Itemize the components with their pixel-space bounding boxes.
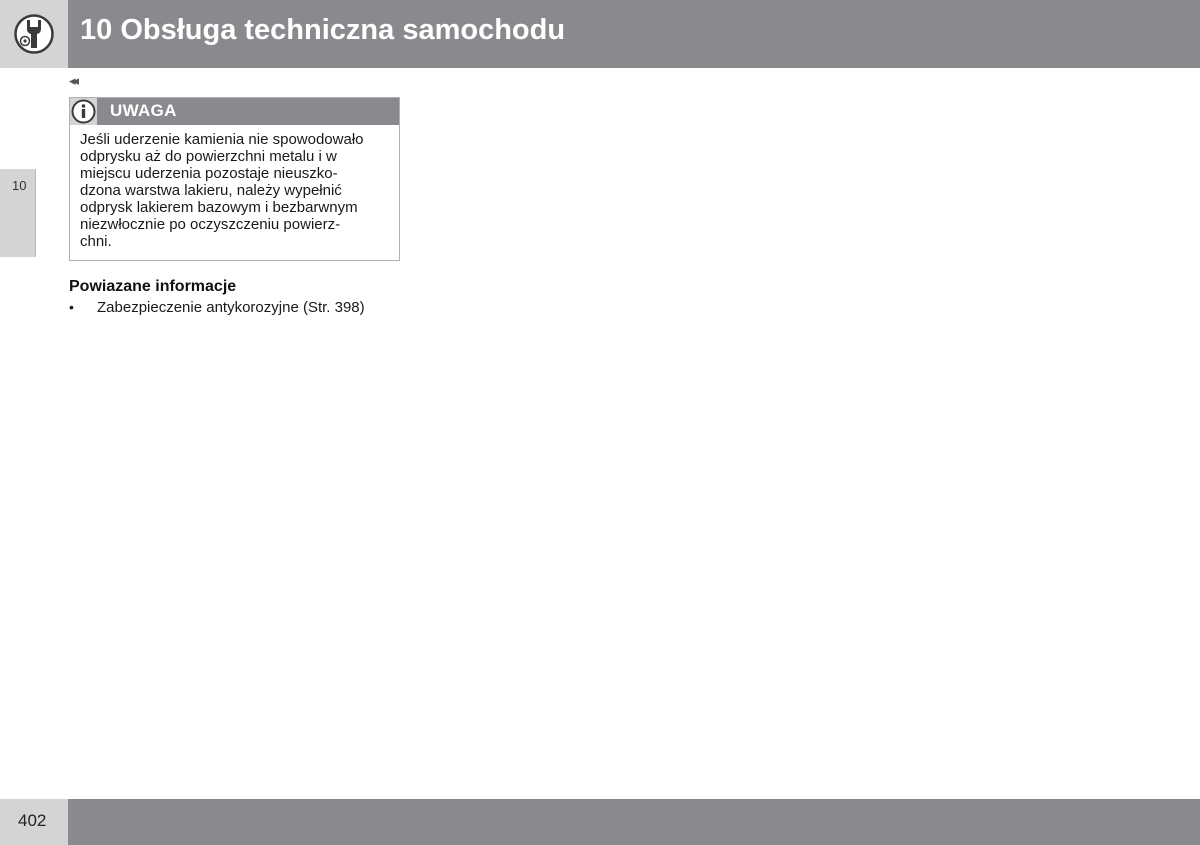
note-text	[80, 131, 392, 250]
info-icon	[70, 98, 97, 125]
note-header	[70, 98, 399, 125]
bullet-icon: •	[69, 299, 74, 315]
note-line: Jeśli uderzenie kamienia nie spowodowało	[80, 131, 364, 148]
chapter-icon-box	[0, 0, 68, 68]
continued-from-previous-icon[interactable]: ◂◂	[69, 73, 77, 88]
chapter-title: 10 Obsługa techniczna samochodu	[80, 14, 566, 46]
page-number: 402	[18, 811, 47, 830]
note-line: odprysk lakierem bazowym i bezbarwnym	[80, 199, 358, 216]
note-line: odprysku aż do powierzchni metalu i w	[80, 148, 337, 165]
note-line: niezwłocznie po oczyszczeniu powierz-	[80, 216, 341, 233]
chapter-header	[68, 0, 1200, 68]
note-box	[69, 97, 400, 261]
related-info-heading: Powiazane informacje	[69, 278, 237, 295]
list-item[interactable]	[69, 298, 365, 317]
chapter-side-tab[interactable]	[0, 169, 36, 257]
wrench-gear-icon	[14, 14, 54, 54]
footer-bar	[68, 799, 1200, 845]
chapter-tab-label: 10	[12, 178, 27, 193]
note-title: UWAGA	[110, 101, 177, 120]
note-line: miejscu uderzenia pozostaje nieuszko-	[80, 165, 338, 182]
related-info-list	[69, 298, 365, 317]
note-line: chni.	[80, 233, 112, 250]
note-line: dzona warstwa lakieru, należy wypełnić	[80, 182, 342, 199]
page-number-box	[0, 799, 68, 845]
related-link[interactable]: Zabezpieczenie antykorozyjne (Str. 398)	[97, 299, 365, 316]
